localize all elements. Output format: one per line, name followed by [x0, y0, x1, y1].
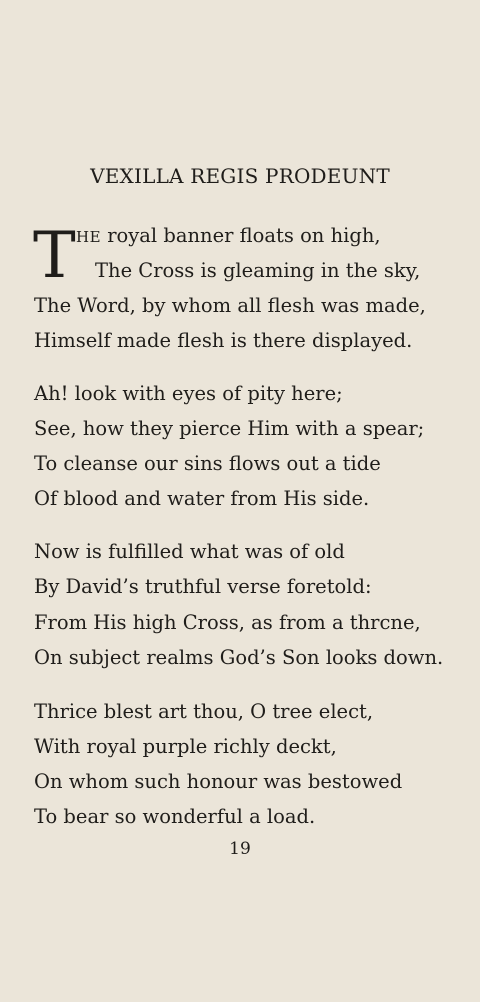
stanza-3-line-4: On subject realms God’s Son looks down. — [34, 646, 444, 669]
poem-title: VEXILLA REGIS PRODEUNT — [90, 164, 390, 188]
stanza-3-line-1: Now is fulfilled what was of old — [34, 540, 345, 563]
stanza-4-line-3: On whom such honour was bestowed — [34, 770, 403, 793]
stanza-1-line-4: Himself made flesh is there displayed. — [34, 329, 413, 352]
stanza-2-line-1: Ah! look with eyes of pity here; — [34, 382, 343, 405]
stanza-1-line-2: The Cross is gleaming in the sky, — [95, 259, 421, 282]
stanza-1-line-3: The Word, by whom all flesh was made, — [34, 294, 426, 317]
page-number: 19 — [229, 839, 251, 859]
stanza-2-line-4: Of blood and water from His side. — [34, 487, 370, 510]
stanza-2-line-3: To cleanse our sins flows out a tide — [34, 452, 381, 475]
stanza-3-line-3: From His high Cross, as from a thrcne, — [34, 611, 421, 634]
stanza-4-line-2: With royal purple richly deckt, — [34, 735, 337, 758]
stanza-4-line-1: Thrice blest art thou, O tree elect, — [34, 700, 374, 723]
drop-cap: T — [33, 219, 76, 293]
line-text: royal banner floats on high, — [101, 224, 381, 247]
stanza-4-line-4: To bear so wonderful a load. — [34, 805, 316, 828]
stanza-2-line-2: See, how they pierce Him with a spear; — [34, 417, 425, 440]
stanza-1-line-1 — [76, 224, 381, 249]
stanza-3-line-2: By David’s truthful verse foretold: — [34, 575, 372, 598]
small-caps-text: HE — [76, 228, 102, 246]
